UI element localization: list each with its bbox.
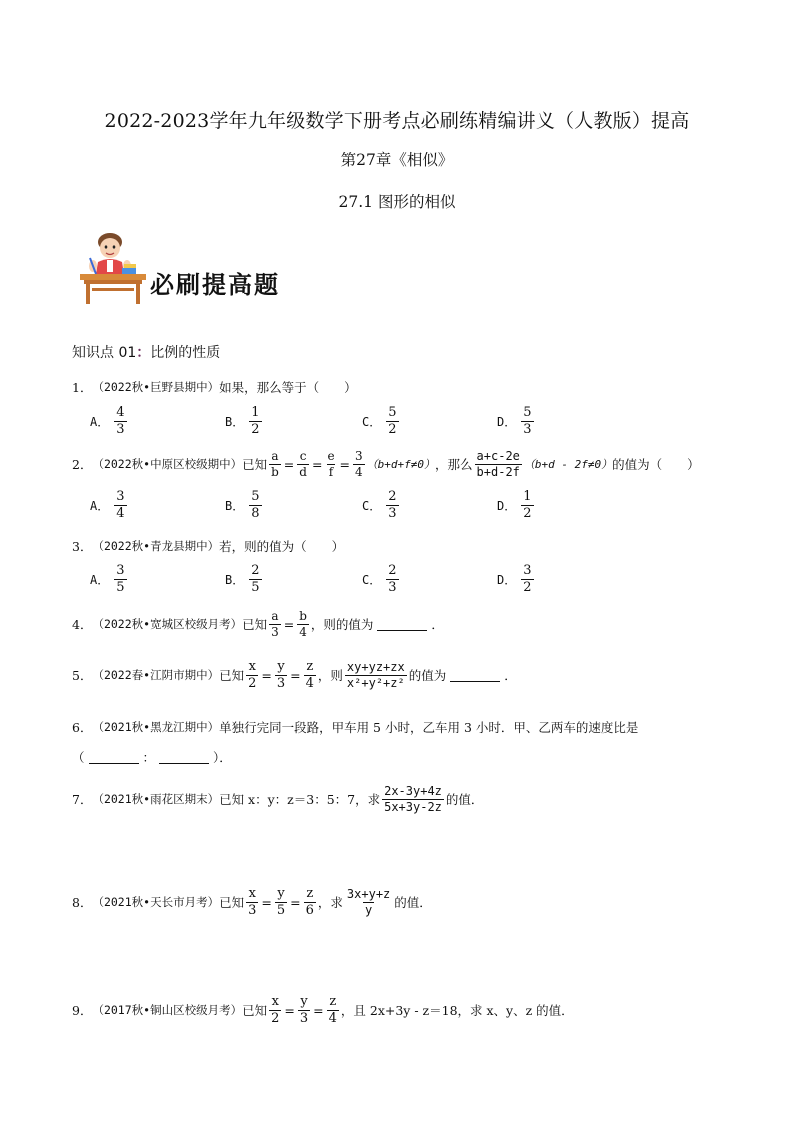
question-number: 1．	[72, 380, 93, 395]
question-8: 8． （2021秋•天长市月考） 已知 $\frac{x}{3}$ = $\frac{y}{5}$ = $\frac{z}{6}$ ，求 $\frac{3x+y+z}{y}$ 的值．	[72, 886, 432, 918]
fraction: $\frac{z}{4}$	[328, 994, 337, 1026]
fraction: $\frac{1}{2}$	[523, 489, 532, 521]
option-d[interactable]: D． $\frac{3}{2}$	[497, 563, 532, 595]
question-4: 4． （2022秋•宽城区校级月考） 已知 $\frac{a}{3}$ = $\frac{b}{4}$ ，则的值为 ．	[72, 609, 444, 639]
question-source: （2021秋•黑龙江期中）	[92, 720, 220, 734]
knowledge-point-label: 知识点 01	[72, 345, 137, 361]
fraction: $\frac{c}{d}$	[299, 449, 307, 479]
fraction: $\frac{2x-3y+4z}{5x+3y-2z}$	[384, 784, 442, 814]
question-stem: 若，则的值为（ ）	[219, 539, 345, 554]
question-source: （2022春•江阴市期中）	[92, 668, 220, 683]
fraction: $\frac{2}{3}$	[388, 563, 397, 595]
fraction: $\frac{y}{3}$	[276, 659, 286, 691]
document-title: 2022-2023学年九年级数学下册考点必刷练精编讲义（人教版）提高	[104, 110, 690, 132]
question-text: 已知 x：y：z＝3：5：7，求	[219, 792, 381, 808]
option-c[interactable]: C． $\frac{2}{3}$	[362, 563, 397, 595]
question-number: 7．	[72, 792, 93, 808]
question-number: 4．	[72, 617, 93, 633]
fraction: $\frac{a}{b}$	[271, 449, 279, 479]
question-source: （2022秋•宽城区校级月考）	[92, 617, 243, 632]
fraction: $\frac{y}{3}$	[299, 994, 309, 1026]
option-c[interactable]: C． $\frac{5}{2}$	[362, 405, 397, 437]
knowledge-point-colon: ：	[136, 345, 151, 361]
fraction: $\frac{3}{4}$	[355, 449, 363, 479]
fraction: $\frac{x}{3}$	[248, 886, 257, 918]
knowledge-point-title: 比例的性质	[150, 345, 221, 361]
fraction: $\frac{e}{f}$	[327, 449, 335, 479]
fraction: $\frac{3}{4}$	[116, 489, 125, 521]
fraction: $\frac{3}{2}$	[523, 563, 532, 595]
fraction: $\frac{z}{4}$	[305, 659, 314, 691]
answer-blank[interactable]	[450, 669, 500, 682]
question-text: 已知	[242, 1003, 268, 1019]
question-number: 5．	[72, 668, 93, 684]
fraction: $\frac{b}{4}$	[299, 609, 307, 639]
question-text: ，求	[317, 895, 343, 911]
question-number: 8．	[72, 895, 93, 911]
option-a[interactable]: A． $\frac{3}{4}$	[90, 489, 125, 521]
question-text: 的值为	[408, 668, 447, 684]
question-source: （2022秋•中原区校级期中）	[92, 457, 243, 472]
fraction: $\frac{1}{2}$	[251, 405, 260, 437]
question-text: ，那么	[435, 457, 473, 473]
fraction: $\frac{z}{6}$	[305, 886, 314, 918]
fraction: $\frac{a}{3}$	[271, 609, 279, 639]
question-source: （2017秋•铜山区校级月考）	[92, 1003, 243, 1018]
question-number: 2．	[72, 457, 93, 473]
question-number: 9．	[72, 1003, 93, 1019]
fraction: $\frac{3x+y+z}{y}$	[346, 887, 391, 917]
option-b[interactable]: B． $\frac{5}{8}$	[225, 489, 260, 521]
answer-blank[interactable]	[159, 751, 209, 764]
question-3	[72, 537, 344, 555]
question-text: 的值为（ ）	[612, 457, 700, 473]
banner-heading: 必刷提高题	[150, 271, 280, 299]
question-text: 已知	[219, 668, 245, 684]
option-b[interactable]: B． $\frac{2}{5}$	[225, 563, 260, 595]
question-1	[72, 378, 357, 396]
question-number: 3．	[72, 539, 93, 554]
knowledge-point-heading	[72, 342, 220, 362]
option-a[interactable]: A． $\frac{4}{3}$	[90, 405, 125, 437]
question-6	[72, 718, 638, 736]
question-source: （2022秋•巨野县期中）	[92, 380, 220, 394]
option-a[interactable]: A． $\frac{3}{5}$	[90, 563, 125, 595]
condition: （b+d+f≠0）	[366, 458, 436, 472]
fraction: $\frac{y}{5}$	[276, 886, 286, 918]
question-source: （2021秋•雨花区期末）	[92, 792, 220, 807]
question-text: 已知	[242, 617, 268, 633]
question-source: （2021秋•天长市月考）	[92, 895, 220, 910]
option-d[interactable]: D． $\frac{1}{2}$	[497, 489, 532, 521]
question-text: 的值．	[394, 895, 432, 911]
question-source: （2022秋•青龙县期中）	[92, 539, 220, 553]
question-stem: 如果，那么等于（ ）	[219, 380, 357, 395]
question-text: 已知	[219, 895, 245, 911]
fraction: $\frac{a+c-2e}{b+d-2f}$	[476, 449, 520, 479]
answer-blank[interactable]	[377, 618, 427, 631]
question-5: 5． （2022春•江阴市期中） 已知 $\frac{x}{2}$ = $\frac{y}{3}$ = $\frac{z}{4}$ ，则 $\frac{xy+yz+zx}{\text{x²+y²+z²}}$ 的值为 ．	[72, 659, 517, 691]
question-text: ，且 2x+3y - z＝18，求 x、y、z 的值．	[340, 1003, 574, 1019]
question-text: 的值．	[445, 792, 484, 808]
question-7	[72, 785, 483, 813]
answer-blank[interactable]	[89, 751, 139, 764]
question-9: 9． （2017秋•铜山区校级月考） 已知 $\frac{x}{2}$ = $\frac{y}{3}$ = $\frac{z}{4}$ ，且 2x+3y - z＝18，求 x、y、z 的值．	[72, 994, 574, 1026]
question-text: ，则	[317, 668, 343, 684]
question-text: 单独行完同一段路，甲车用 5 小时，乙车用 3 小时．甲、乙两车的速度比是	[219, 720, 639, 735]
fraction: $\frac{2}{3}$	[388, 489, 397, 521]
condition: （b+d - 2f≠0）	[523, 458, 613, 472]
option-b[interactable]: B． $\frac{1}{2}$	[225, 405, 260, 437]
student-at-desk-icon	[78, 228, 148, 308]
chapter-title: 第27章《相似》	[340, 151, 454, 169]
question-6-answer-line: （ ： ）．	[72, 750, 232, 765]
option-c[interactable]: C． $\frac{2}{3}$	[362, 489, 397, 521]
option-d[interactable]: D． $\frac{5}{3}$	[497, 405, 532, 437]
question-2: 2． （2022秋•中原区校级期中） 已知 $\frac{a}{b}$ = $\frac{c}{d}$ = $\frac{e}{f}$ = $\frac{3}{4}$ （b+d+f≠0） ，那么 $\frac{a+c-2e}{b+d-2f}$ （b+d - 2f≠0） 的值为（ ）	[72, 449, 700, 479]
fraction: $\frac{xy+yz+zx}{\text{x²+y²+z²}}$	[346, 660, 405, 690]
question-text: ，则的值为	[310, 617, 374, 633]
section-title: 27.1 图形的相似	[338, 193, 456, 211]
fraction: $\frac{2}{5}$	[251, 563, 260, 595]
fraction: $\frac{x}{2}$	[271, 994, 280, 1026]
fraction: $\frac{5}{3}$	[523, 405, 532, 437]
question-number: 6．	[72, 720, 93, 735]
fraction: $\frac{x}{2}$	[248, 659, 257, 691]
question-text: 已知	[242, 457, 268, 473]
fraction: $\frac{5}{2}$	[388, 405, 397, 437]
fraction: $\frac{5}{8}$	[251, 489, 260, 521]
fraction: $\frac{3}{5}$	[116, 563, 125, 595]
fraction: $\frac{4}{3}$	[116, 405, 125, 437]
